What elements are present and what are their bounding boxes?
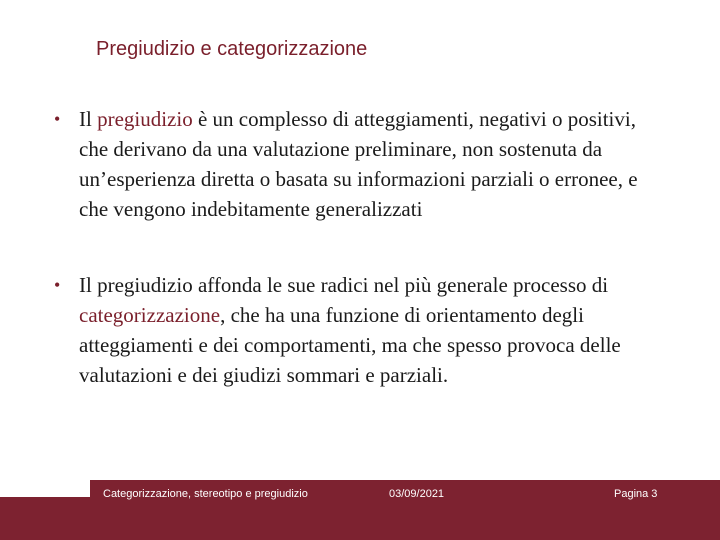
bullet-text-rest: , che ha una funzione di orientamento degli atteggiamenti e dei comportamenti, ma che spesso provoca delle valutazioni e dei giudizi sommari e parziali.	[79, 303, 621, 387]
bullet-text-rest: è un complesso di atteggiamenti, negativi o positivi, che derivano da una valutazione preliminare, non sostenuta da un’esperienza diretta o basata su informazioni parziali o erronee, e che vengono indebitamente generalizzati	[79, 107, 638, 221]
footer-bar	[0, 480, 720, 540]
highlighted-term: pregiudizio	[97, 107, 193, 131]
bullet-item	[54, 104, 644, 224]
bullet-marker: •	[54, 109, 61, 129]
footer-date: 03/09/2021	[389, 488, 445, 500]
bullet-text-start: Il pregiudizio affonda le sue radici nel più generale processo di	[79, 273, 609, 297]
bullet-list	[54, 104, 644, 390]
footer-band-left	[0, 497, 90, 540]
bullet-item	[54, 270, 644, 390]
bullet-text-start: Il	[79, 107, 98, 131]
bullet-marker: •	[54, 275, 61, 295]
footer-subject: Categorizzazione, stereotipo e pregiudizio	[103, 488, 308, 500]
footer-page-number: Pagina 3	[614, 488, 658, 500]
page-title: Pregiudizio e categorizzazione	[96, 38, 368, 60]
highlighted-term: categorizzazione	[79, 303, 221, 327]
